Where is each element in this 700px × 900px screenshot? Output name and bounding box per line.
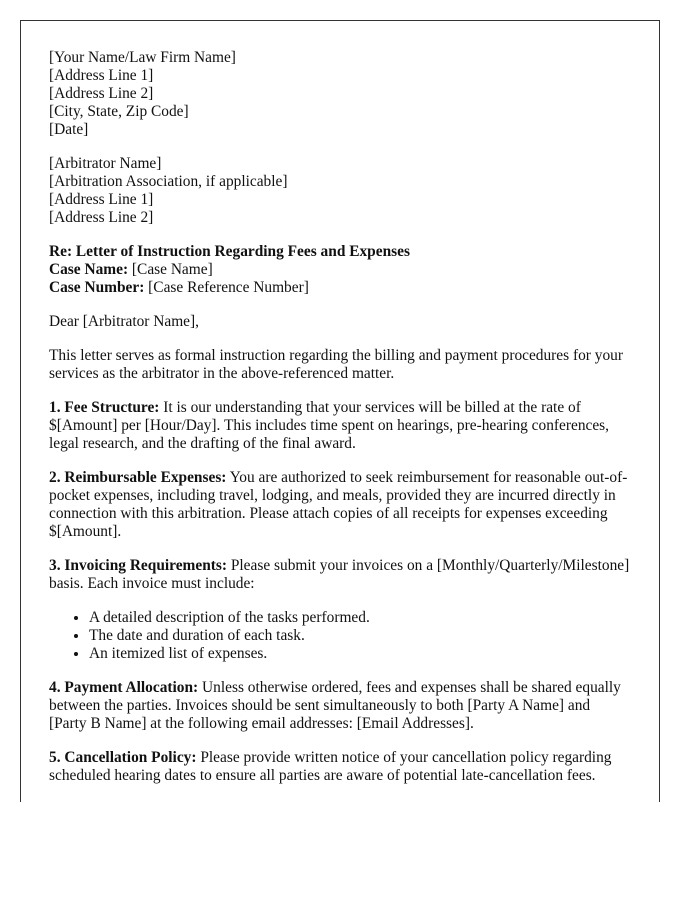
case-number-label: Case Number: [49,279,145,296]
section-payment-allocation [49,679,631,733]
list-item: • The date and duration of each task. [89,627,631,645]
section-text: Unless otherwise ordered, fees and expenses shall be shared equally between the parties. Invoices should be sent simultaneously to both [Party A Name] and [Party B Name] at the following email addresses: [Email Addresses]. [49,679,621,732]
recipient-association: [Arbitration Association, if applicable] [49,173,288,190]
section-label: 4. Payment Allocation: [49,679,199,696]
section-invoicing-requirements [49,557,631,593]
sender-address-line-2: [Address Line 2] [49,85,154,102]
letter-page [20,20,660,802]
section-text: You are authorized to seek reimbursement for reasonable out-of-pocket expenses, including travel, lodging, and meals, provided they are incurred directly in connection with this arbitration. Please attach copies of all receipts for expenses exceeding $[Amount]. [49,469,628,540]
letter-date: [Date] [49,121,89,138]
sender-name: [Your Name/Law Firm Name] [49,49,236,66]
sender-city-state-zip: [City, State, Zip Code] [49,103,189,120]
section-label: 3. Invoicing Requirements: [49,557,227,574]
invoice-requirements-list [49,609,631,663]
subject-block [49,243,631,297]
section-text: It is our understanding that your services will be billed at the rate of $[Amount] per [Hour/Day]. This includes time spent on hearings, pre-hearing conferences, legal research, and the drafting of the final award. [49,399,610,452]
section-label: 1. Fee Structure: [49,399,160,416]
recipient-name: [Arbitrator Name] [49,155,162,172]
intro-paragraph: This letter serves as formal instruction regarding the billing and payment procedures for your services as the arbitrator in the above-referenced matter. [49,347,623,382]
subject-line [49,243,631,261]
recipient-address-line-1: [Address Line 1] [49,191,154,208]
section-fee-structure [49,399,631,453]
sender-address-block [49,49,631,139]
section-text: Please provide written notice of your cancellation policy regarding scheduled hearing dates to ensure all parties are aware of potential late-cancellation fees. [49,749,612,784]
list-item: • A detailed description of the tasks performed. [89,609,631,627]
section-reimbursable-expenses [49,469,631,541]
subject-text: Re: Letter of Instruction Regarding Fees and Expenses [49,243,410,260]
section-cancellation-policy [49,749,631,785]
sender-address-line-1: [Address Line 1] [49,67,154,84]
salutation: Dear [Arbitrator Name], [49,313,199,330]
case-name-value: [Case Name] [128,261,213,278]
section-label: 2. Reimbursable Expenses: [49,469,227,486]
case-number-line [49,279,631,297]
case-name-line [49,261,631,279]
section-label: 5. Cancellation Policy: [49,749,197,766]
case-number-value: [Case Reference Number] [144,279,309,296]
section-text: Please submit your invoices on a [Monthly/Quarterly/Milestone] basis. Each invoice must include: [49,557,630,592]
list-item: • An itemized list of expenses. [89,645,631,663]
recipient-address-block [49,155,631,227]
recipient-address-line-2: [Address Line 2] [49,209,154,226]
case-name-label: Case Name: [49,261,129,278]
